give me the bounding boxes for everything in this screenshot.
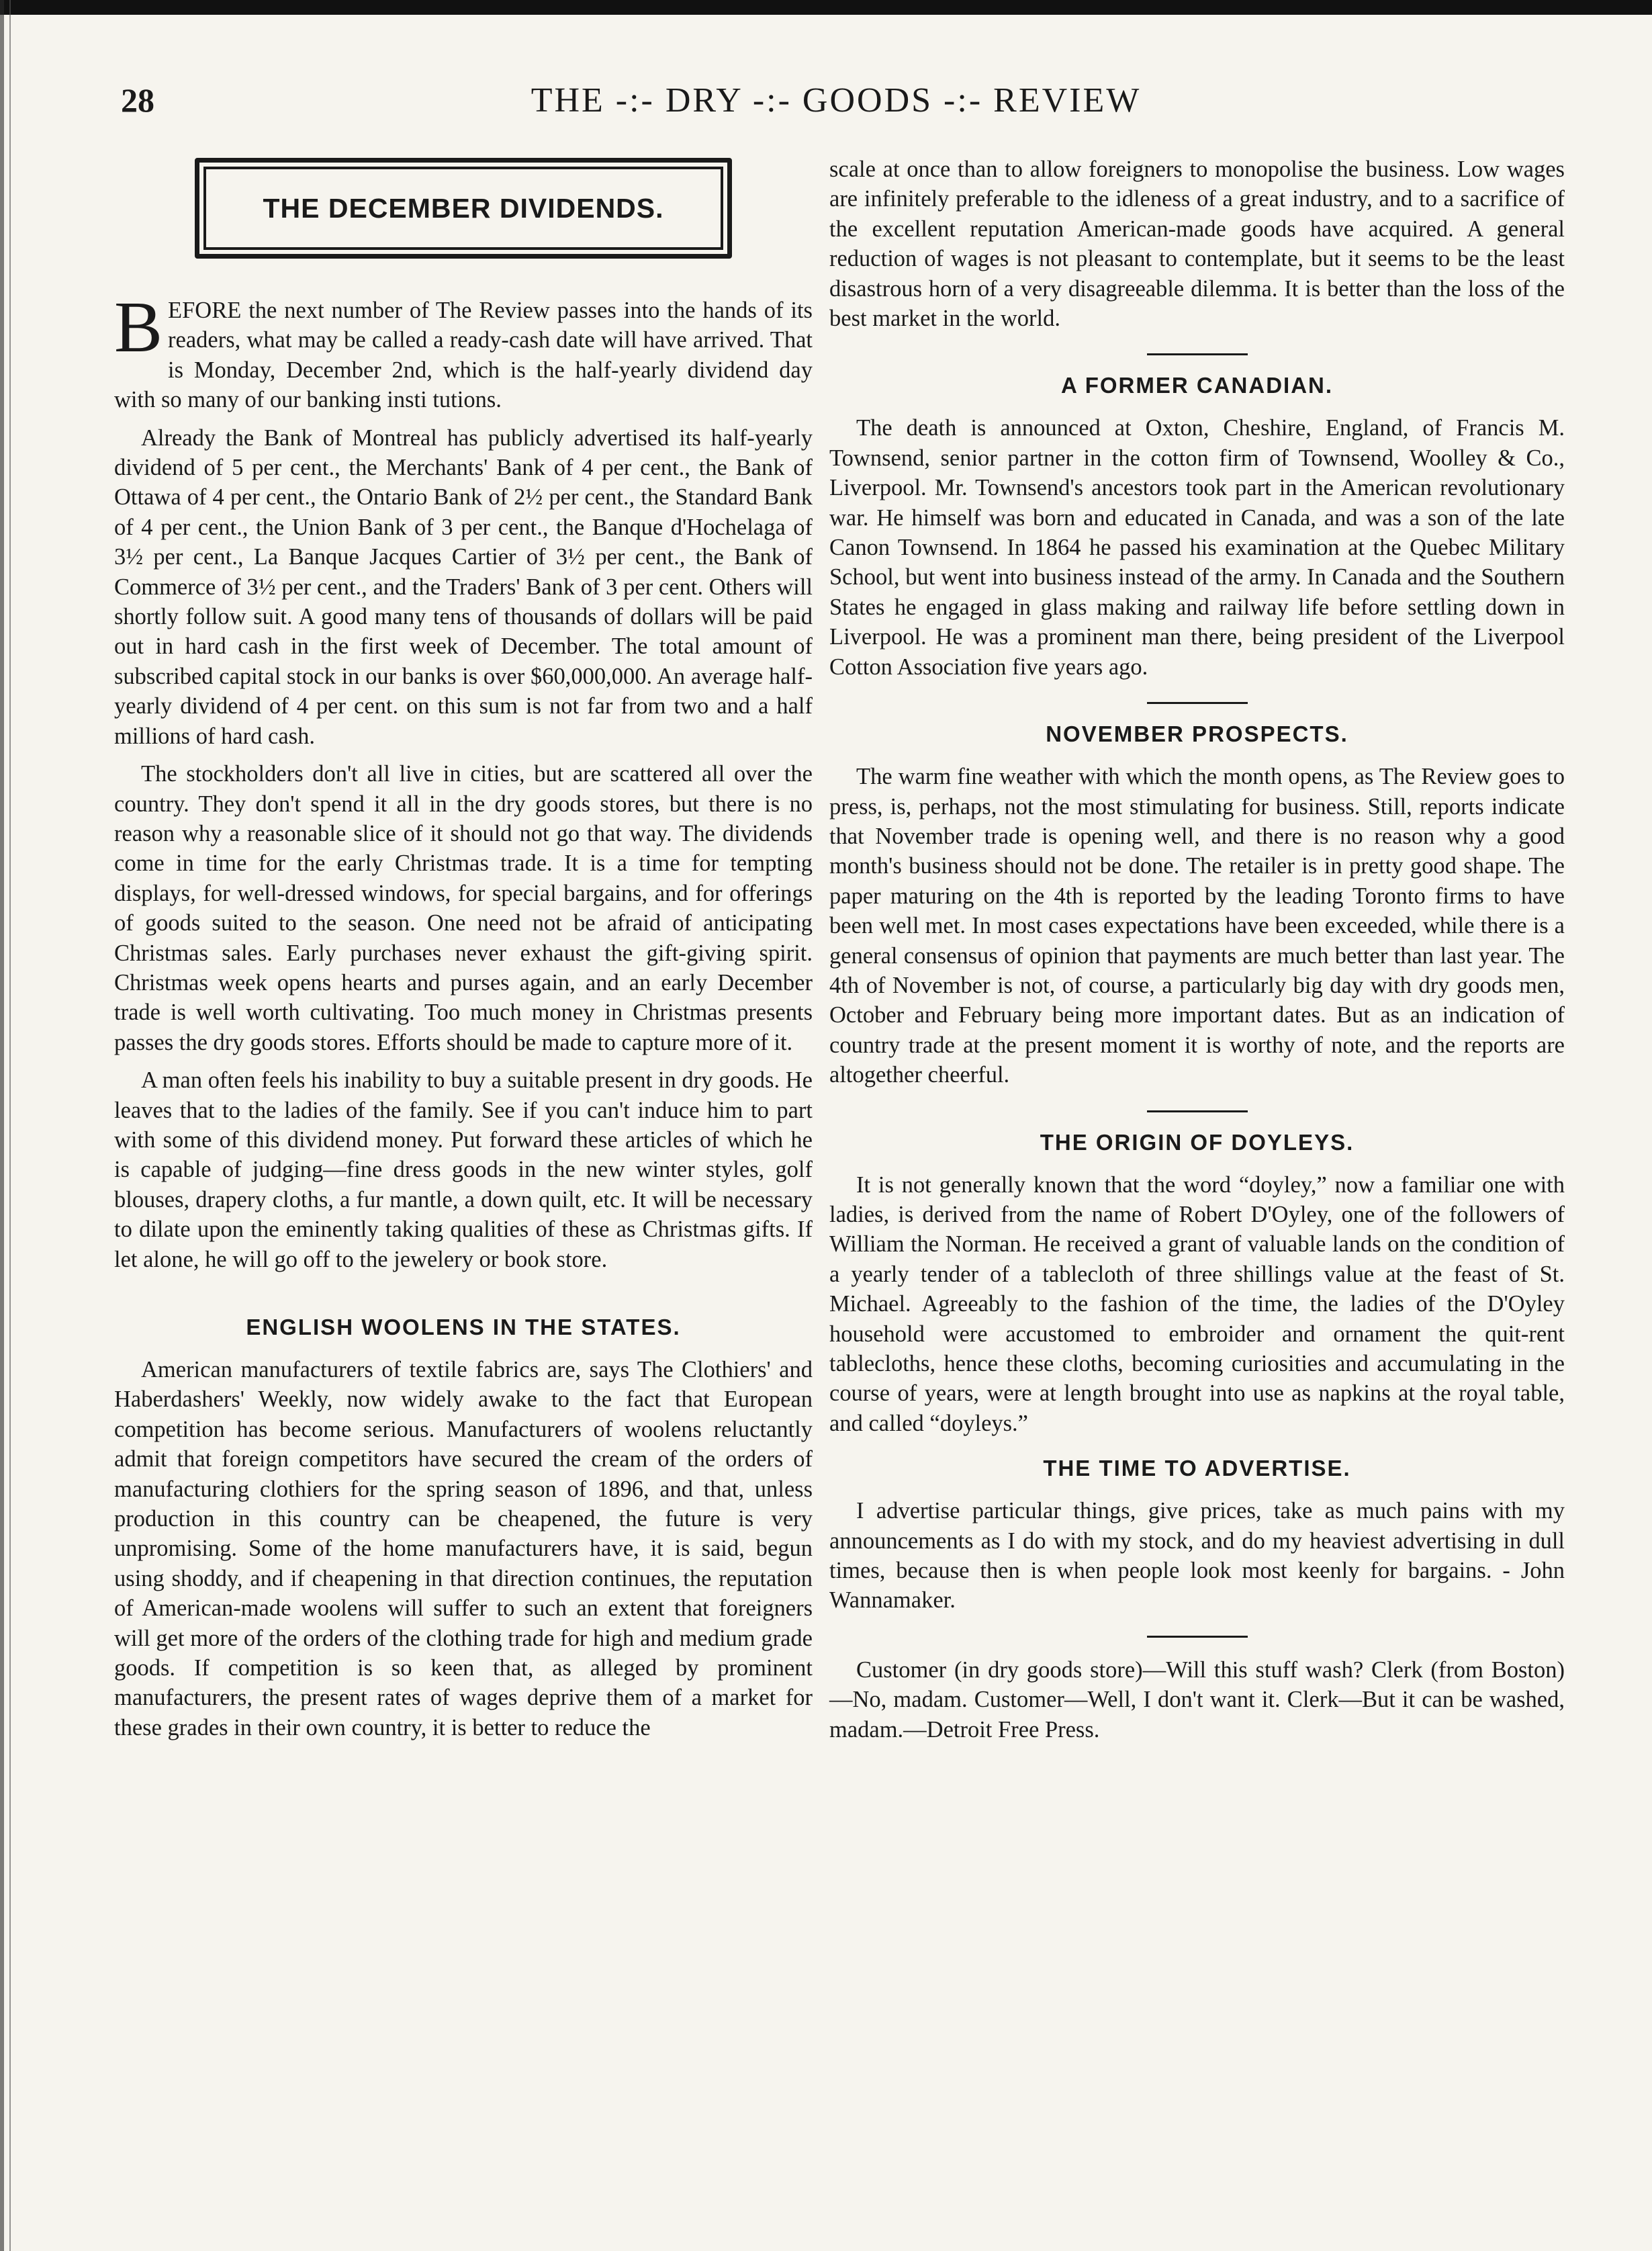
november-prospects-paragraph: The warm fine weather with which the month opens, as The Review goes to press, is, perhaps, not the most stimulating for business. Still, reports indicate that November trade is opening well, and there is no reason why a good month's business should not be done. The retailer is in pretty good shape. The paper maturing on the 4th is reported by the leading Toronto firms to have been well met. In most cases expectations have been exceeded, while there is a general consensus of opinion that payments are much better than last year. The 4th of November is not, of course, a particularly big day with dry goods men, October and February being more important dates. But as an indication of country trade at the present moment it is worthy of note, and the reports are altogether cheerful. <box>829 764 1565 1088</box>
section-rule <box>1147 1636 1248 1638</box>
right-column <box>829 155 1565 1745</box>
section-rule <box>1147 353 1248 355</box>
left-column <box>114 155 813 1742</box>
dividends-paragraph-1: BEFORE the next number of The Review passes into the hands of its readers, what may be called a ready-cash date will have arrived. That is Monday, December 2nd, which is the half-yearly dividend day with so many of our banking insti tutions. <box>114 288 813 413</box>
section-rule <box>1147 702 1248 704</box>
joke-paragraph: Customer (in dry goods store)—Will this stuff wash? Clerk (from Boston)—No, madam. Customer—Well, I don't want it. Clerk—But it can be washed, madam.—Detroit Free Press. <box>829 1657 1565 1742</box>
dividends-paragraph-2: Already the Bank of Montreal has publicly advertised its half-yearly dividend of 5 per cent., the Merchants' Bank of 4 per cent., the Bank of Ottawa of 4 per cent., the Ontario Bank of 2½ per cent., the Standard Bank of 4 per cent., the Union Bank of 3 per cent., the Banque d'Hochelaga of 3½ per cent., La Banque Jacques Cartier of 3½ per cent., the Bank of Commerce of 3½ per cent., and the Traders' Bank of 3 per cent. Others will shortly follow suit. A good many tens of thousands of dollars will be paid out in hard cash in the first week of December. The total amount of subscribed capital stock in our banks is over $60,000,000. An average half-yearly dividend of 4 per cent. on this sum is not far from two and a half millions of hard cash. <box>114 425 813 749</box>
doyleys-heading: THE ORIGIN OF DOYLEYS. <box>1040 1129 1355 1155</box>
dividends-paragraph-4: A man often feels his inability to buy a suitable present in dry goods. He leaves that to the ladies of the family. See if you can't induce him to part with some of this dividend money. Put forward these articles of which he is capable of judging—fine dress goods in the new winter styles, golf blouses, drapery cloths, a fur mantle, a down quilt, etc. It will be necessary to dilate upon the eminently taking qualities of these as Christmas gifts. If let alone, he will go off to the jewelery or book store. <box>114 1067 813 1272</box>
dividends-paragraph-3: The stockholders don't all live in cities, but are scattered all over the country. They don't spend it all in the dry goods stores, but there is no reason why a reasonable slice of it should not go that way. The dividends come in time for the early Christmas trade. It is a time for tempting displays, for well-dressed windows, for special bargains, and for offerings of goods suited to the season. One need not be afraid of anticipating Christmas sales. Early purchases never exhaust the gift-giving spirit. Christmas week opens hearts and purses again, and an early December trade is well worth cultivating. Too much money in Christmas presents passes the dry goods stores. Efforts should be made to capture more of it. <box>114 761 813 1055</box>
publication-title: THE -:- DRY -:- GOODS -:- REVIEW <box>531 81 1142 120</box>
page-number: 28 <box>121 81 154 119</box>
november-prospects-heading: NOVEMBER PROSPECTS. <box>1046 721 1348 747</box>
former-canadian-heading: A FORMER CANADIAN. <box>1060 373 1334 398</box>
section-rule <box>1147 1110 1248 1112</box>
masthead <box>107 81 1565 141</box>
december-dividends-title: THE DECEMBER DIVIDENDS. <box>263 192 664 224</box>
advertise-paragraph: I advertise particular things, give prices, take as much pains with my announcements as I do with my stock, and do my heaviest advertising in dull times, because then is when people look most keenly for bargains. - John Wannamaker. <box>829 1498 1565 1614</box>
boxed-headline <box>195 158 732 259</box>
woolens-continued-paragraph: scale at once than to allow foreigners to monopolise the business. Low wages are infinitely preferable to the idleness of a great industry, and to a sacrifice of the excellent reputation American-made goods have acquired. A general reduction of wages is not pleasant to contemplate, but it seems to be the least disastrous horn of a very disagreeable dilemma. It is better than the loss of the best market in the world. <box>829 157 1565 332</box>
binding-edge <box>0 0 20 2251</box>
advertise-heading: THE TIME TO ADVERTISE. <box>1043 1456 1351 1481</box>
doyleys-paragraph: It is not generally known that the word “doyley,” now a familiar one with ladies, is derived from the name of Robert D'Oyley, one of the followers of William the Norman. He received a grant of valuable lands on the condition of a yearly tender of a tablecloth of three shillings value at the feast of St. Michael. Agreeably to the fashion of the time, the ladies of the D'Oyley household were accustomed to embroider and ornament the quit-rent tablecloths, hence these cloths, becoming curiosities and accumulating in the course of years, were at length brought into use as napkins at the royal table, and called “doyleys.” <box>829 1172 1565 1436</box>
scan-edge <box>0 0 1652 15</box>
woolens-paragraph: American manufacturers of textile fabrics are, says The Clothiers' and Haberdashers' Weekly, now widely awake to the fact that European competition has become serious. Manufacturers of woolens reluctantly admit that foreign competitors have secured the cream of the orders of manufacturing clothiers for the spring season of 1896, and that, unless production in this country can be cheapened, the future is very unpromising. Some of the home manufacturers have, it is said, begun using shoddy, and if cheapening in that direction continues, the reputation of American-made woolens will suffer to such an extent that foreigners will get more of the orders of the clothing trade for high and medium grade goods. If competition is so keen that, as alleged by prominent manufacturers, the present rates of wages deprive them of a market for these grades in their own country, it is better to reduce the <box>114 1357 813 1740</box>
woolens-heading: ENGLISH WOOLENS IN THE STATES. <box>246 1315 681 1339</box>
former-canadian-paragraph: The death is announced at Oxton, Cheshire, England, of Francis M. Townsend, senior partner in the cotton firm of Townsend, Woolley & Co., Liverpool. Mr. Townsend's ancestors took part in the American revolutionary war. He himself was born and educated in Canada, and was a son of the late Canon Townsend. In 1864 he passed his examination at the Quebec Military School, but went into business instead of the army. In Canada and the Southern States he engaged in glass making and railway life before settling down in Liverpool. He was a prominent man there, being president of the Liverpool Cotton Association five years ago. <box>829 415 1565 680</box>
drop-cap: B <box>114 288 163 367</box>
